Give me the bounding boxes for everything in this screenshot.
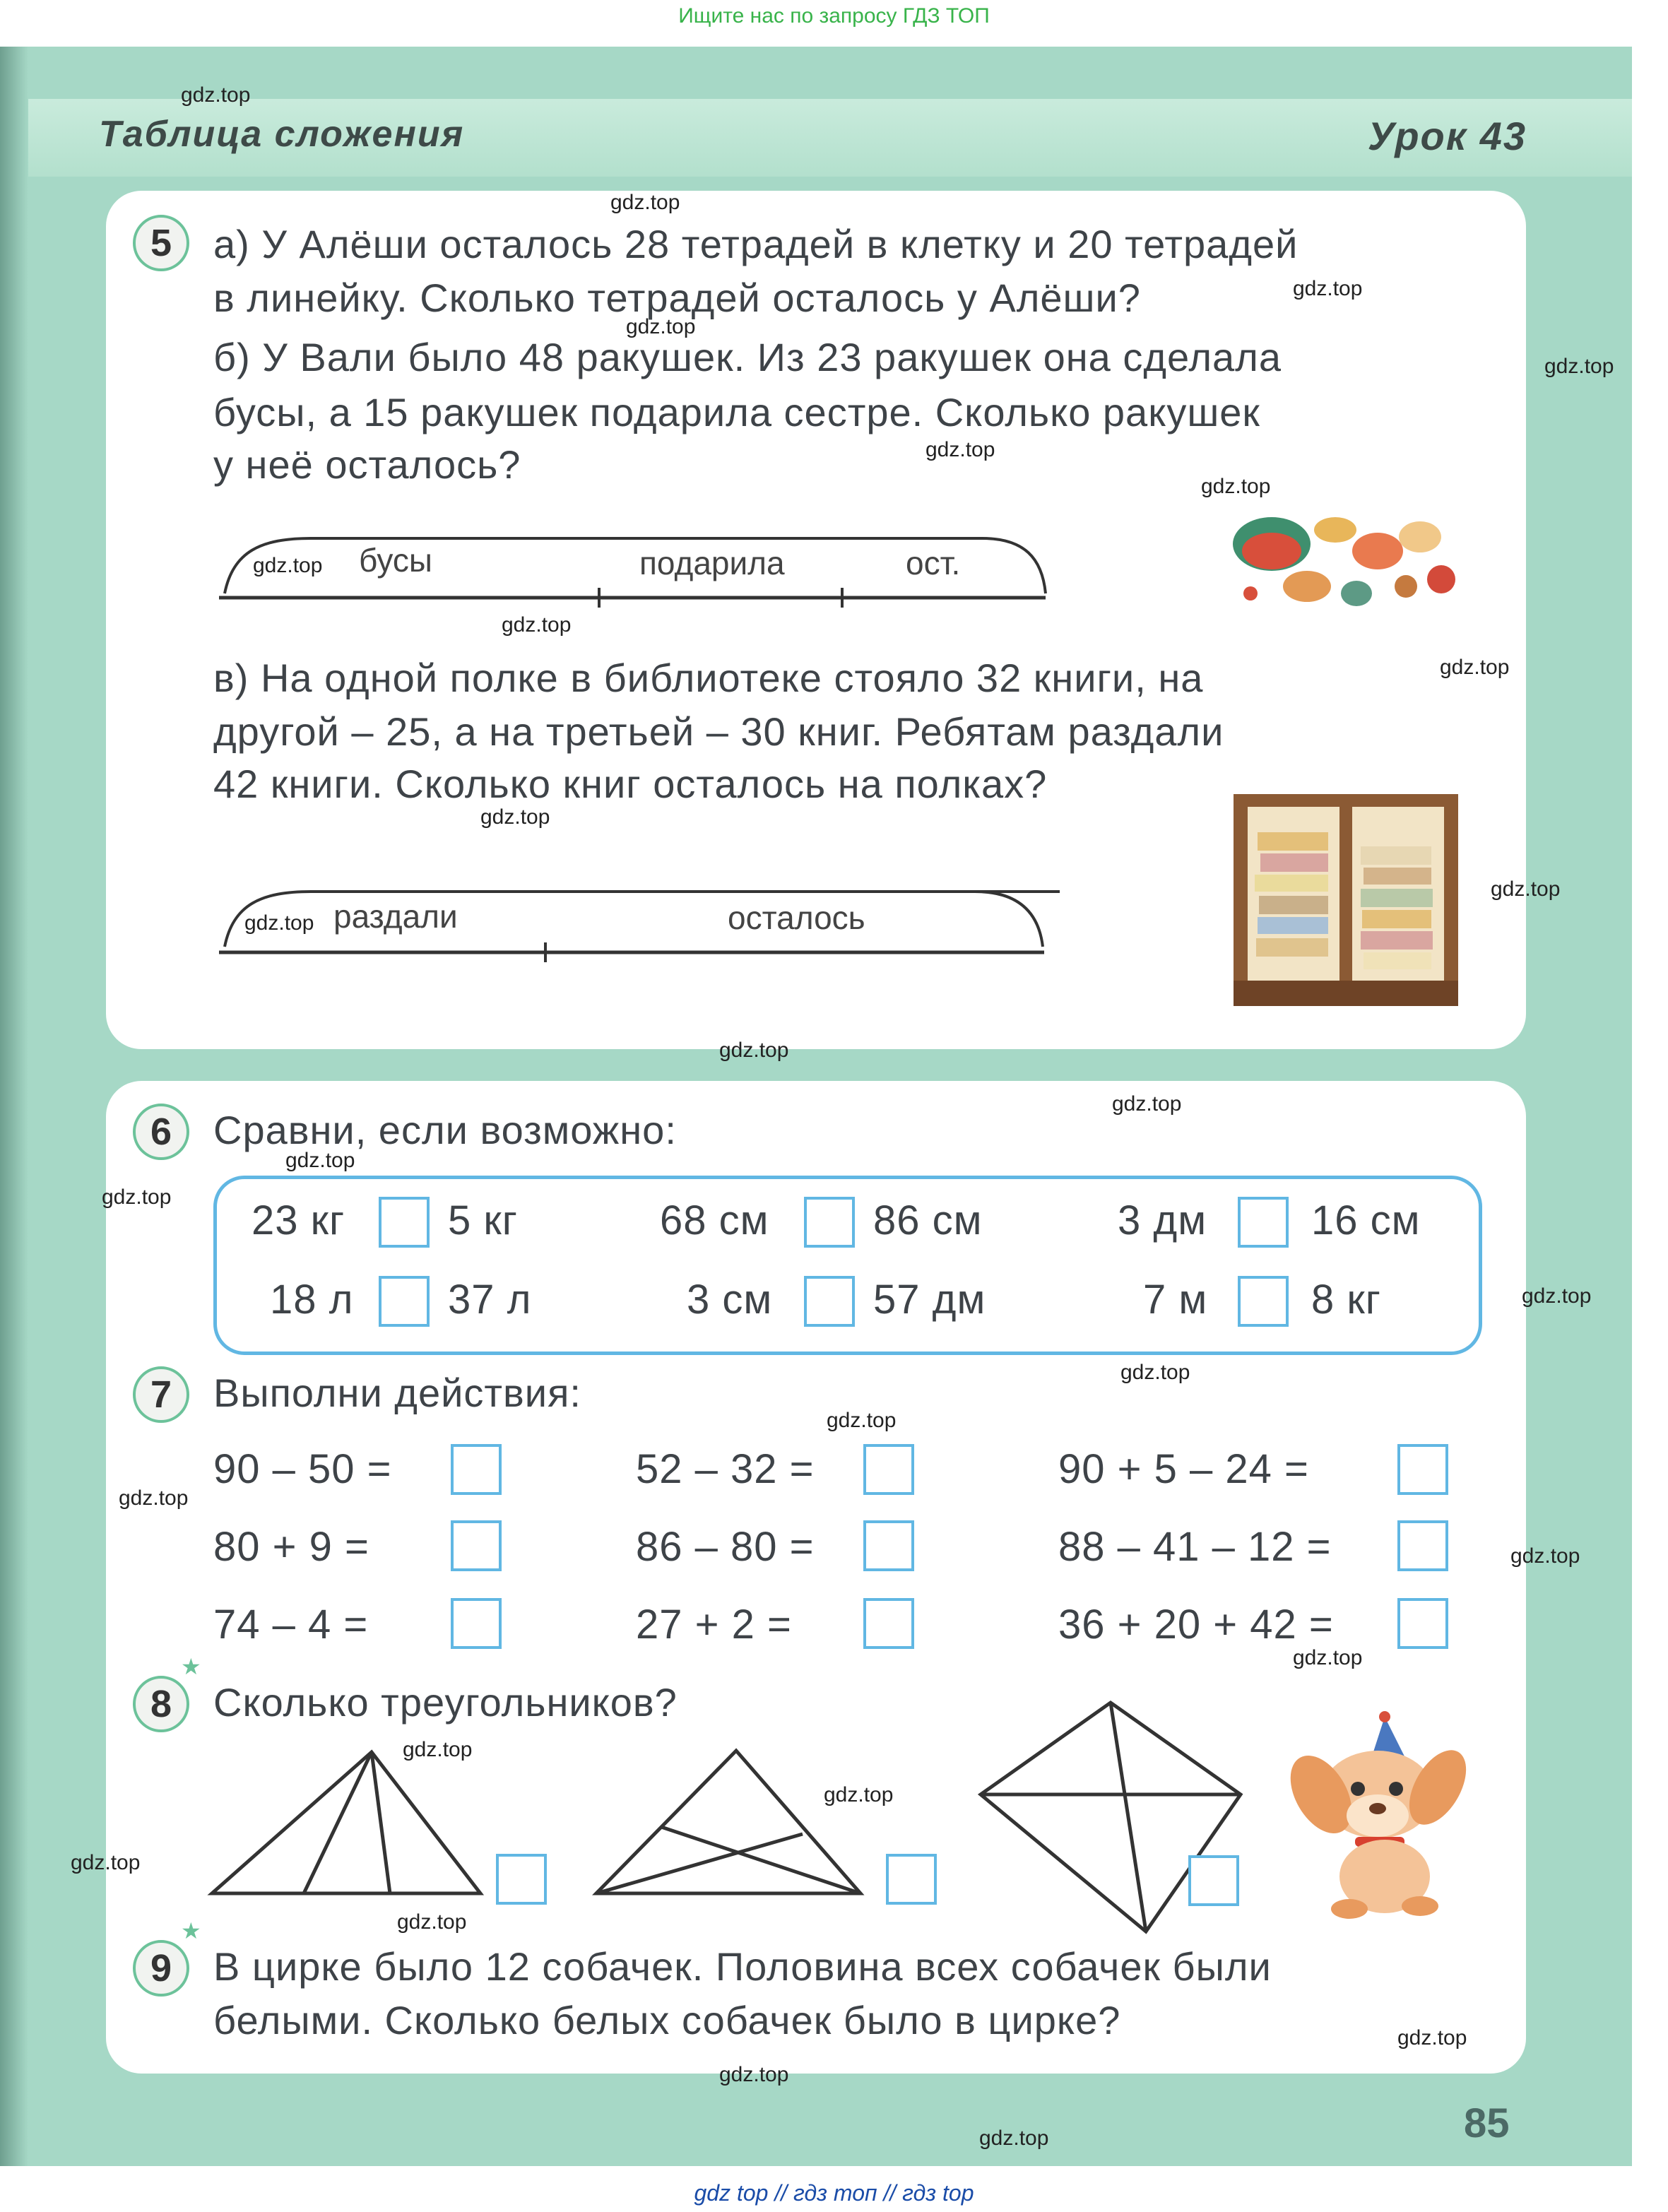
equation: 36 + 20 + 42 =	[1058, 1602, 1334, 1648]
equation: 90 – 50 =	[213, 1446, 392, 1492]
equation: 27 + 2 =	[636, 1602, 792, 1648]
dog-illustration	[1272, 1710, 1484, 1922]
task8-prompt: Сколько треугольников?	[213, 1680, 678, 1725]
task5b-line3: у неё осталось?	[213, 442, 521, 487]
watermark-text: gdz.top	[610, 191, 680, 214]
compare-answer-box[interactable]	[1238, 1197, 1289, 1248]
compare-answer-box[interactable]	[804, 1197, 855, 1248]
compare-right: 57 дм	[873, 1277, 986, 1323]
task7-number: 7	[133, 1366, 189, 1423]
task5a-line2: в линейку. Сколько тетрадей осталось у Алёши?	[213, 276, 1141, 320]
top-banner[interactable]: Ищите нас по запросу ГДЗ ТОП	[678, 4, 990, 28]
watermark-text: gdz.top	[244, 911, 314, 935]
lesson-title: Урок 43	[1367, 114, 1527, 158]
shells-illustration	[1229, 495, 1469, 622]
answer-box[interactable]	[451, 1598, 502, 1649]
watermark-text: gdz.top	[480, 805, 550, 829]
equation: 86 – 80 =	[636, 1524, 815, 1570]
triangle-figure-2	[591, 1742, 866, 1898]
compare-right: 37 л	[448, 1277, 532, 1323]
compare-right: 86 см	[873, 1197, 983, 1243]
watermark-text: gdz.top	[1120, 1361, 1190, 1384]
task5c-line1: в) На одной полке в библиотеке стояло 32 книги, на	[213, 656, 1204, 700]
answer-box[interactable]	[451, 1520, 502, 1571]
watermark-text: gdz.top	[397, 1910, 467, 1934]
compare-left: 7 м	[1143, 1277, 1208, 1323]
footer-links[interactable]: gdz top // гдз топ // гдз top	[694, 2180, 974, 2206]
watermark-text: gdz.top	[719, 2063, 789, 2086]
star-icon: ★	[181, 1654, 201, 1679]
diagram-c-label-left: осталось	[728, 899, 865, 936]
watermark-text: gdz.top	[181, 83, 251, 107]
page-spine-shadow	[0, 47, 28, 2166]
answer-box[interactable]	[451, 1444, 502, 1495]
watermark-text: gdz.top	[1112, 1092, 1182, 1116]
task8-number: 8	[133, 1676, 189, 1732]
equation: 52 – 32 =	[636, 1446, 815, 1492]
watermark-text: gdz.top	[502, 613, 572, 637]
diagram-b-label-gifted: подарила	[639, 545, 785, 581]
equation: 90 + 5 – 24 =	[1058, 1446, 1309, 1492]
watermark-text: gdz.top	[626, 315, 696, 338]
watermark-text: gdz.top	[1510, 1544, 1580, 1568]
watermark-text: gdz.top	[102, 1185, 172, 1209]
task9-line1: В цирке было 12 собачек. Половина всех собачек были	[213, 1944, 1272, 1989]
task6-number: 6	[133, 1104, 189, 1160]
watermark-text: gdz.top	[253, 554, 323, 577]
diagram-c-label-given: раздали	[333, 898, 458, 935]
compare-right: 16 см	[1311, 1197, 1421, 1243]
watermark-text: gdz.top	[824, 1783, 894, 1806]
watermark-text: gdz.top	[1397, 2026, 1467, 2050]
watermark-text: gdz.top	[719, 1039, 789, 1062]
answer-box[interactable]	[863, 1598, 914, 1649]
watermark-text: gdz.top	[285, 1149, 355, 1172]
compare-left: 68 см	[660, 1197, 769, 1243]
diagram-b-label-rest: ост.	[906, 545, 961, 581]
compare-right: 8 кг	[1311, 1277, 1381, 1323]
watermark-text: gdz.top	[1293, 1646, 1363, 1669]
watermark-text: gdz.top	[827, 1409, 897, 1432]
watermark-text: gdz.top	[1440, 656, 1510, 679]
task5b-line1: б) У Вали было 48 ракушек. Из 23 ракушек она сделала	[213, 335, 1282, 379]
diagram-b-label-beads: бусы	[359, 542, 432, 579]
watermark-text: gdz.top	[1522, 1284, 1592, 1308]
watermark-text: gdz.top	[1491, 877, 1561, 901]
watermark-text: gdz.top	[925, 438, 995, 461]
compare-left: 3 см	[687, 1277, 773, 1323]
compare-left: 18 л	[270, 1277, 354, 1323]
task5c-line2: другой – 25, а на третьей – 30 книг. Ребятам раздали	[213, 709, 1224, 754]
triangle-count-box[interactable]	[496, 1854, 547, 1905]
bookshelf-illustration	[1229, 790, 1462, 1016]
task5b-line2: бусы, а 15 ракушек подарила сестре. Сколько ракушек	[213, 390, 1260, 434]
compare-answer-box[interactable]	[1238, 1276, 1289, 1327]
answer-box[interactable]	[863, 1444, 914, 1495]
task5a-line1: а) У Алёши осталось 28 тетрадей в клетку и 20 тетрадей	[213, 222, 1299, 266]
task9-number: 9	[133, 1940, 189, 1997]
equation: 80 + 9 =	[213, 1524, 369, 1570]
page-topic: Таблица сложения	[99, 114, 465, 155]
compare-answer-box[interactable]	[804, 1276, 855, 1327]
answer-box[interactable]	[1397, 1444, 1448, 1495]
compare-left: 23 кг	[252, 1197, 345, 1243]
watermark-text: gdz.top	[1293, 277, 1363, 300]
star-icon: ★	[181, 1918, 201, 1944]
answer-box[interactable]	[863, 1520, 914, 1571]
watermark-text: gdz.top	[403, 1738, 473, 1761]
triangle-count-box[interactable]	[1188, 1855, 1239, 1906]
compare-answer-box[interactable]	[379, 1276, 430, 1327]
equation: 88 – 41 – 12 =	[1058, 1524, 1332, 1570]
compare-left: 3 дм	[1118, 1197, 1207, 1243]
compare-right: 5 кг	[448, 1197, 518, 1243]
task7-prompt: Выполни действия:	[213, 1371, 581, 1415]
watermark-text: gdz.top	[979, 2127, 1049, 2150]
task5-number: 5	[133, 215, 189, 271]
task5c-line3: 42 книги. Сколько книг осталось на полках?	[213, 762, 1048, 806]
task9-line2: белыми. Сколько белых собачек было в цирке?	[213, 1998, 1121, 2042]
watermark-text: gdz.top	[1201, 475, 1271, 498]
watermark-text: gdz.top	[71, 1851, 141, 1874]
task6-prompt: Сравни, если возможно:	[213, 1108, 677, 1152]
answer-box[interactable]	[1397, 1598, 1448, 1649]
equation: 74 – 4 =	[213, 1602, 369, 1648]
answer-box[interactable]	[1397, 1520, 1448, 1571]
page-number: 85	[1464, 2100, 1510, 2146]
triangle-figure-1	[205, 1745, 487, 1900]
watermark-text: gdz.top	[119, 1486, 189, 1510]
compare-answer-box[interactable]	[379, 1197, 430, 1248]
watermark-text: gdz.top	[1544, 355, 1614, 378]
triangle-count-box[interactable]	[886, 1854, 937, 1905]
